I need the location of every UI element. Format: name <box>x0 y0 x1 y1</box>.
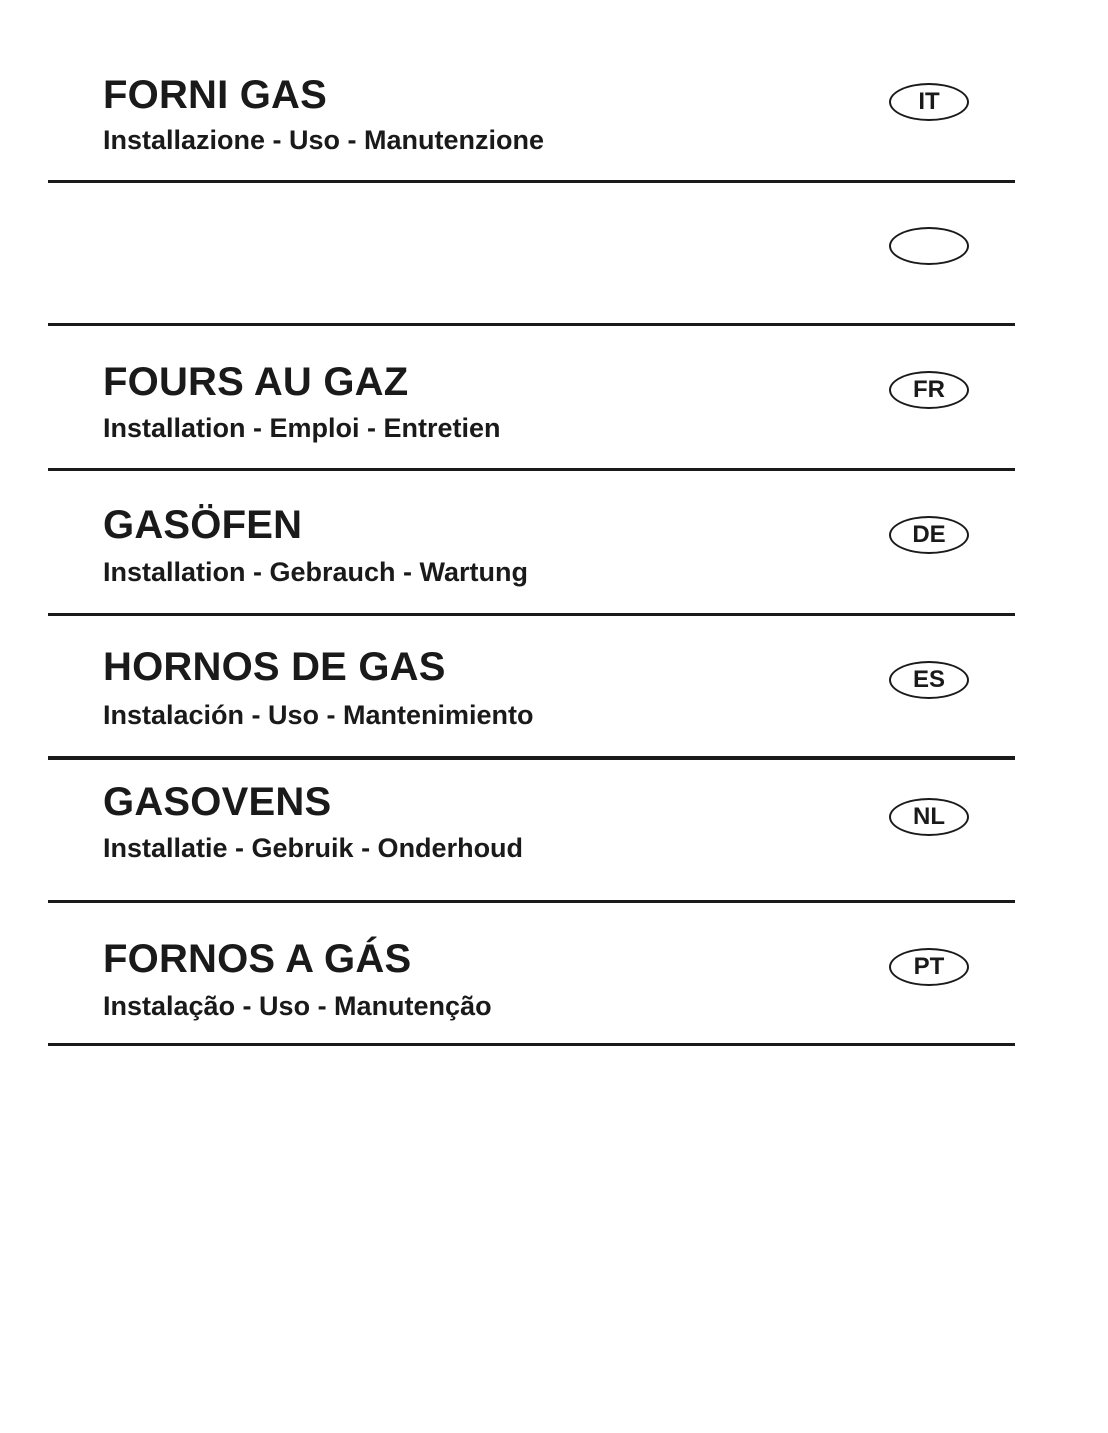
language-badge-de: DE <box>889 516 969 554</box>
language-badge-pt: PT <box>889 948 969 986</box>
section-pt <box>48 903 1015 1043</box>
section-title: FORNI GAS <box>103 73 328 117</box>
section-subtitle: Installation - Gebrauch - Wartung <box>103 557 529 587</box>
section-title: FORNOS A GÁS <box>103 937 412 981</box>
section-subtitle: Instalación - Uso - Mantenimiento <box>103 700 534 730</box>
section-es <box>48 616 1015 756</box>
section-title: GASOVENS <box>103 780 332 824</box>
section-title: HORNOS DE GAS <box>103 645 446 689</box>
section-title: FOURS AU GAZ <box>103 360 409 404</box>
section-it <box>48 0 1015 180</box>
section-divider <box>48 1043 1015 1046</box>
section-subtitle: Installatie - Gebruik - Onderhoud <box>103 833 524 863</box>
section-subtitle: Installazione - Uso - Manutenzione <box>103 125 545 155</box>
section-fr <box>48 326 1015 468</box>
section-title: GASÖFEN <box>103 503 303 547</box>
language-badge-fr: FR <box>889 371 969 409</box>
language-badge-it: IT <box>889 83 969 121</box>
language-badge-nl: NL <box>889 798 969 836</box>
section-subtitle: Instalação - Uso - Manutenção <box>103 991 492 1021</box>
section-blank <box>48 183 1015 323</box>
section-nl <box>48 760 1015 900</box>
section-subtitle: Installation - Emploi - Entretien <box>103 413 501 443</box>
section-de <box>48 471 1015 613</box>
language-badge-es: ES <box>889 661 969 699</box>
language-badge-blank <box>889 227 969 265</box>
